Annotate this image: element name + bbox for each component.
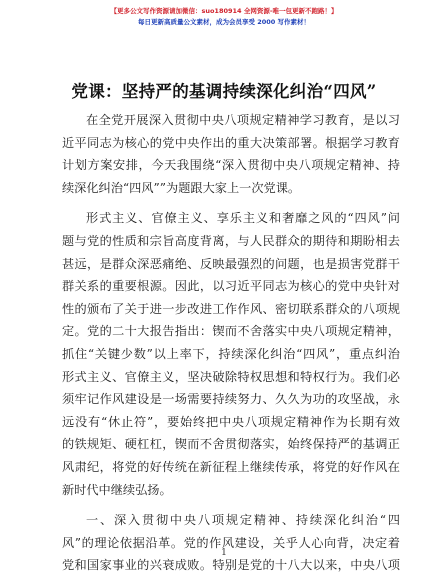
paragraph-1-line: 近平同志为核心的党中央作出的重大决策部署。根据学习教育 bbox=[62, 135, 400, 150]
paragraph-3-line: 风”的理论依据沿革。党的作风建设，关乎人心向背，决定着 bbox=[62, 535, 400, 550]
document-body bbox=[62, 109, 400, 577]
paragraph-1-line: 在全党开展深入贯彻中央八项规定精神学习教育，是以习 bbox=[86, 113, 400, 127]
paragraph-2-line: 抓住“关键少数”以上率下，持续深化纠治“四风”，重点纠治 bbox=[62, 346, 400, 361]
paragraph-2-line: 题与党的性质和宗旨高度背离，与人民群众的期待和期盼相去 bbox=[62, 233, 400, 248]
paragraph-3-line: 一、深入贯彻中央八项规定精神、持续深化纠治“四 bbox=[86, 513, 400, 528]
paragraph-2-line: 性的颁布了关于进一步改进工作作风、密切联系群众的八项规 bbox=[62, 301, 400, 316]
page-number: 1 bbox=[221, 548, 227, 558]
promo-banner-red: 【更多公文写作资源请加微信：suo180914 全网资源-唯一包更新不跑路！】 bbox=[110, 7, 338, 15]
document-title: 党课：坚持严的基调持续深化纠治“四风” bbox=[71, 82, 377, 101]
paragraph-2-line: 群关系的重要根源。因此，以习近平同志为核心的党中央针对 bbox=[62, 279, 400, 294]
paragraph-2-line: 须牢记作风建设是一场需要持续努力、久久为功的攻坚战，永 bbox=[62, 392, 400, 407]
paragraph-2-line: 甚远，是群众深恶痛绝、反映最强烈的问题，也是损害党群干 bbox=[62, 256, 400, 271]
promo-banner-blue: 每日更新高质量公文素材，成为会员享受 2000 写作素材！ bbox=[137, 18, 311, 26]
paragraph-2-line: 定。党的二十大报告指出：锲而不舍落实中央八项规定精神， bbox=[62, 324, 400, 339]
paragraph-2-line: 远没有“休止符”，要始终把中央八项规定精神作为长期有效 bbox=[62, 414, 400, 429]
paragraph-2-line: 新时代中继续弘扬。 bbox=[62, 482, 172, 497]
paragraph-1-line: 续深化纠治“四风””为题跟大家上一次党课。 bbox=[62, 180, 301, 195]
paragraph-2-line: 形式主义、官僚主义、享乐主义和奢靡之风的“四风”问 bbox=[86, 211, 400, 226]
paragraph-2-line: 的铁规矩、硬杠杠，锲而不舍贯彻落实，始终保持严的基调正 bbox=[62, 437, 400, 452]
paragraph-3-line: 党和国家事业的兴衰成败。特别是党的十八大以来，中央八项 bbox=[62, 558, 400, 573]
paragraph-1-line: 计划方案安排，今天我围绕“深入贯彻中央八项规定精神、持 bbox=[62, 158, 400, 173]
paragraph-2-line: 形式主义、官僚主义，坚决破除特权思想和特权行为。我们必 bbox=[62, 369, 400, 384]
paragraph-2-line: 风肃纪，将党的好传统在新征程上继续传承，将党的好作风在 bbox=[62, 459, 400, 474]
